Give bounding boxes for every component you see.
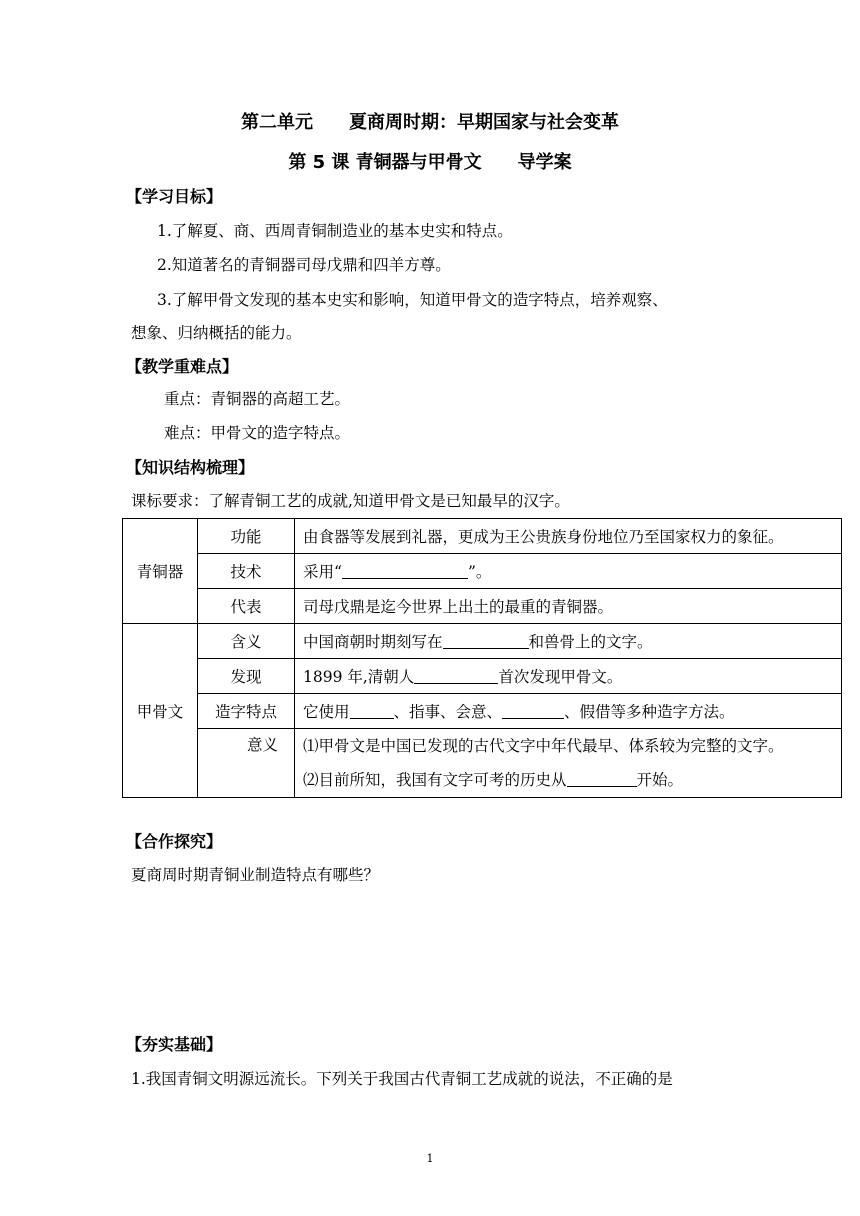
structure-heading: 【知识结构梳理】	[126, 458, 255, 477]
objective-item: 想象、归纳概括的能力。	[131, 324, 302, 342]
table-row	[123, 519, 842, 554]
fill-blank[interactable]	[443, 633, 529, 650]
difficult-point: 难点：甲骨文的造字特点。	[164, 424, 351, 442]
row-value: 由食器等发展到礼器，更成为王公贵族身份地位乃至国家权力的象征。	[295, 519, 842, 554]
question-1: 1.我国青铜文明源远流长。下列关于我国古代青铜工艺成就的说法，不正确的是	[131, 1070, 673, 1088]
foundation-heading: 【夯实基础】	[126, 1035, 223, 1054]
objectives-heading: 【学习目标】	[126, 187, 223, 206]
fill-blank[interactable]	[502, 703, 564, 720]
fill-blank[interactable]	[350, 703, 394, 720]
objective-item: 1.了解夏、商、西周青铜制造业的基本史实和特点。	[157, 222, 513, 240]
row-value	[295, 729, 842, 798]
curriculum-requirement: 课标要求：了解青铜工艺的成就,知道甲骨文是已知最早的汉字。	[131, 492, 570, 510]
table-row	[123, 694, 842, 729]
unit-title: 第二单元 夏商周时期：早期国家与社会变革	[241, 112, 619, 133]
row-value: 它使用 、指事、会意、 、假借等多种造字方法。	[295, 694, 842, 729]
fill-blank[interactable]	[342, 563, 468, 580]
fill-blank[interactable]	[567, 771, 637, 788]
row-label: 代表	[198, 589, 295, 624]
keypoints-heading: 【教学重难点】	[126, 357, 239, 376]
category-oracle: 甲骨文	[123, 624, 198, 798]
row-label: 意义	[198, 729, 295, 798]
row-value: 司母戊鼎是迄今世界上出土的最重的青铜器。	[295, 589, 842, 624]
row-value: 采用“ ”。	[295, 554, 842, 589]
row-label: 造字特点	[198, 694, 295, 729]
key-point: 重点：青铜器的高超工艺。	[164, 390, 351, 408]
row-label: 功能	[198, 519, 295, 554]
table-row	[123, 554, 842, 589]
row-label: 技术	[198, 554, 295, 589]
row-label: 发现	[198, 659, 295, 694]
category-bronze: 青铜器	[123, 519, 198, 624]
table-row	[123, 659, 842, 694]
objective-item: 3.了解甲骨文发现的基本史实和影响，知道甲骨文的造字特点，培养观察、	[157, 291, 668, 309]
table-row	[123, 624, 842, 659]
row-value: 中国商朝时期刻写在 和兽骨上的文字。	[295, 624, 842, 659]
table-row	[123, 589, 842, 624]
objective-item: 2.知道著名的青铜器司母戊鼎和四羊方尊。	[157, 256, 451, 274]
page-number: 1	[426, 1152, 434, 1165]
cooperation-question: 夏商周时期青铜业制造特点有哪些？	[131, 866, 380, 884]
row-value: 1899 年,清朝人 首次发现甲骨文。	[295, 659, 842, 694]
significance-1: ⑴甲骨文是中国已发现的古代文字中年代最早、体系较为完整的文字。	[303, 737, 784, 755]
lesson-title: 第 5 课 青铜器与甲骨文 导学案	[288, 152, 572, 173]
cooperation-heading: 【合作探究】	[126, 832, 223, 851]
significance-2: ⑵目前所知，我国有文字可考的历史从 开始。	[303, 771, 684, 789]
row-label: 含义	[198, 624, 295, 659]
fill-blank[interactable]	[414, 668, 498, 685]
knowledge-table	[122, 518, 842, 798]
table-row	[123, 729, 842, 798]
